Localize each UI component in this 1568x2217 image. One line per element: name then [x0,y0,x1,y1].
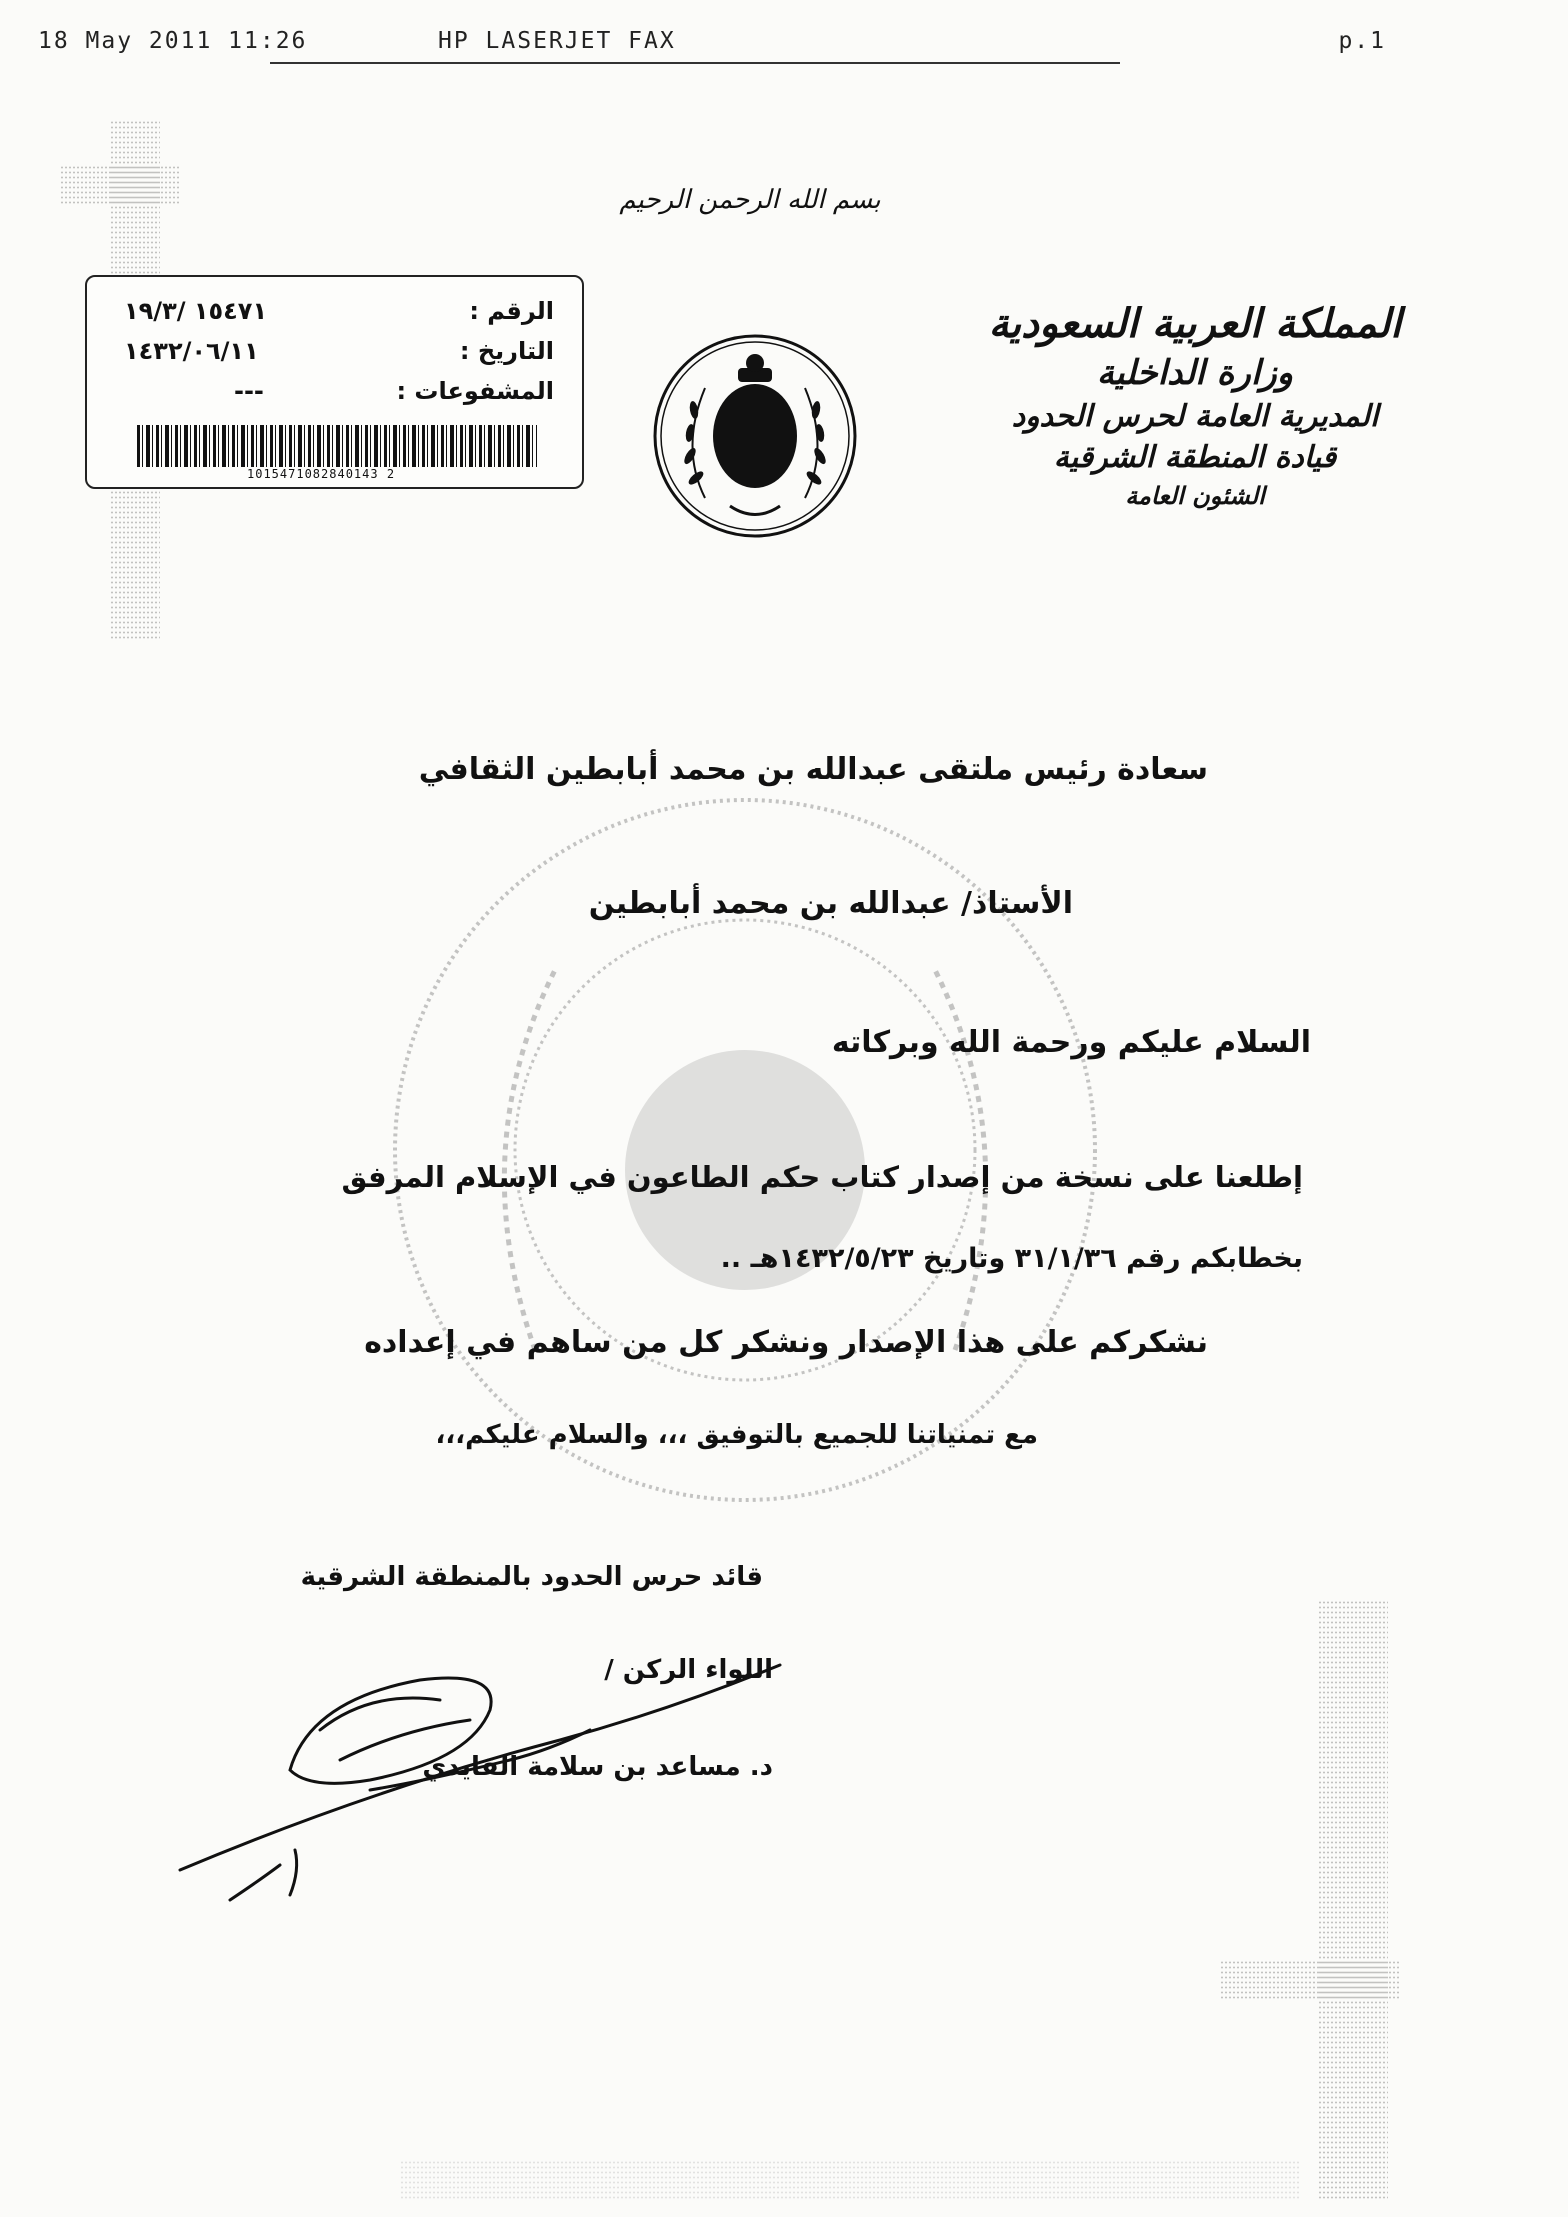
scan-noise-top-cross [60,165,180,205]
closing-line: مع تمنياتنا للجميع بالتوفيق ،،، والسلام عليكم،،، [435,1420,1038,1450]
fax-header-rule [270,62,1120,64]
basmala: بسم الله الرحمن الرحيم [619,185,881,215]
border-guard-emblem-icon [650,318,860,553]
scan-noise-right-cross [1220,1960,1400,2000]
ref-date-row [94,337,554,373]
handwritten-signature [170,1610,790,1910]
barcode-number: 1015471082840143 2 [247,467,396,481]
signatory-rank: اللواء الركن / [604,1655,773,1685]
signatory-name: د. مساعد بن سلامة القايدي [422,1752,773,1782]
ref-attachments-label: المشفوعات : [396,377,554,405]
ref-attachments-row [94,377,554,413]
letterhead-region: قيادة المنطقة الشرقية [1053,440,1337,475]
ref-number-value: ١٥٤٧١ /١٩/٣ [124,297,268,325]
body-line-1: إطلعنا على نسخة من إصدار كتاب حكم الطاعون في الإسلام المرفق [341,1160,1303,1194]
letterhead-country: المملكة العربية السعودية [988,300,1402,347]
ref-date-value: ١٤٣٢/٠٦/١١ [124,337,259,365]
letterhead-directorate: المديرية العامة لحرس الحدود [1011,399,1379,434]
ref-attachments-value: --- [234,377,264,405]
reference-box [85,275,584,489]
ref-date-label: التاريخ : [459,337,554,365]
greeting: السلام عليكم ورحمة الله وبركاته [831,1025,1311,1060]
letterhead-department: الشئون العامة [1125,481,1265,510]
body-line-3: نشكركم على هذا الإصدار ونشكر كل من ساهم في إعداده [364,1325,1208,1360]
barcode [137,425,537,467]
addressee-line-1: سعادة رئيس ملتقى عبدالله بن محمد أبابطين الثقافي [418,752,1208,787]
scan-noise-right-strip [1318,1600,1388,2200]
ref-number-row [94,297,554,333]
fax-device: HP LASERJET FAX [438,28,676,54]
fax-page-number: p.1 [1338,28,1386,54]
scan-noise-bottom [400,2160,1300,2200]
letterhead-ministry: وزارة الداخلية [1096,353,1294,393]
addressee-line-2: الأستاذ/ عبدالله بن محمد أبابطين [588,886,1073,921]
fax-header [38,28,1458,62]
ref-number-label: الرقم : [469,297,554,325]
body-line-2: بخطابكم رقم ٣١/١/٣٦ وتاريخ ١٤٣٢/٥/٢٣هـ .. [720,1243,1303,1274]
letterhead [960,300,1430,516]
fax-datetime: 18 May 2011 11:26 [38,28,308,54]
signatory-title: قائد حرس الحدود بالمنطقة الشرقية [300,1562,763,1592]
